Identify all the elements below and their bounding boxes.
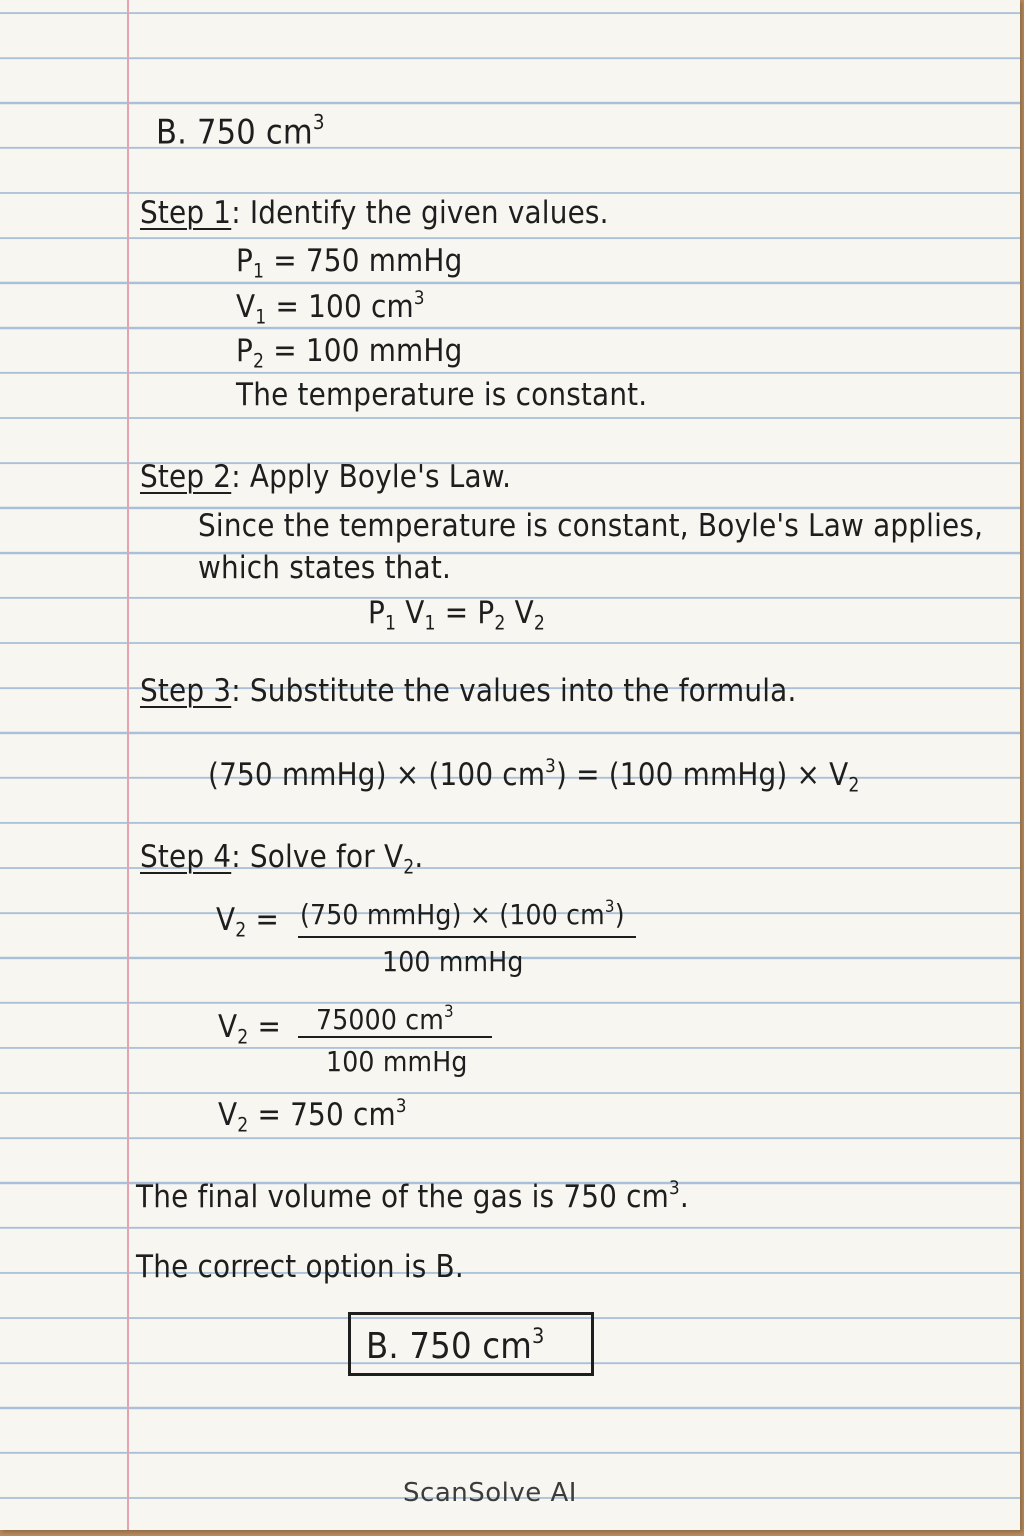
given-p2: $P_2 = 100$ mmHg: [236, 333, 463, 373]
solve-line2-fraction-bar: [298, 1036, 492, 1038]
solve-line2-numerator: 75000 $cm^3$: [316, 1001, 454, 1036]
solve-line1-denominator: 100 mmHg: [382, 945, 524, 978]
step2-explanation-2: which states that.: [198, 550, 451, 586]
step4-title: : Solve for V: [231, 839, 404, 875]
solve-line3: $V_2 = 750$ $cm^3$: [218, 1096, 407, 1137]
solve-line2-denominator: 100 mmHg: [326, 1045, 468, 1078]
boxed-answer-text: B. 750 $cm^3$: [366, 1324, 545, 1368]
solve-line1-fraction-bar: [298, 936, 636, 938]
step2-title: : Apply Boyle's Law.: [231, 459, 512, 495]
final-volume-statement: The final volume of the gas is 750 $cm^3$.: [136, 1178, 689, 1216]
constant-temp-note: The temperature is constant.: [236, 377, 648, 413]
step2-heading: [140, 459, 512, 495]
step1-heading: [140, 195, 609, 231]
given-p1: $P_1 = 750$ mmHg: [236, 243, 463, 283]
step4-heading: Step 4: Solve for $V_2$.: [140, 839, 424, 879]
boyles-law-formula: $P_1$ $V_1 = P_2$ $V_2$: [368, 595, 546, 635]
header-answer: B. 750 $cm^3$: [156, 110, 325, 153]
solve-line1-numerator: (750 mmHg) × (100 $cm^3$): [300, 896, 625, 931]
step3-label: Step 3: [140, 673, 232, 709]
margin-line: [127, 0, 129, 1530]
solve-line1-lhs: $V_2$ =: [216, 902, 280, 942]
step3-heading: [140, 673, 797, 709]
given-v1: $V_1 = 100$ $cm^3$: [236, 288, 425, 329]
footer-watermark: ScanSolve AI: [403, 1478, 577, 1508]
step2-explanation-1: Since the temperature is constant, Boyle's Law applies,: [198, 508, 984, 544]
step1-label: Step 1: [140, 195, 232, 231]
step2-label: Step 2: [140, 459, 232, 495]
correct-option-statement: The correct option is B.: [136, 1249, 464, 1285]
solve-line2-lhs: $V_2$ =: [218, 1009, 282, 1049]
step4-label: Step 4: [140, 839, 232, 875]
step3-title: : Substitute the values into the formula.: [231, 673, 797, 709]
substitution-equation: (750 mmHg) × (100 $cm^3) = (100$ mmHg) × $V_2$: [208, 756, 860, 797]
step1-title: : Identify the given values.: [231, 195, 609, 231]
